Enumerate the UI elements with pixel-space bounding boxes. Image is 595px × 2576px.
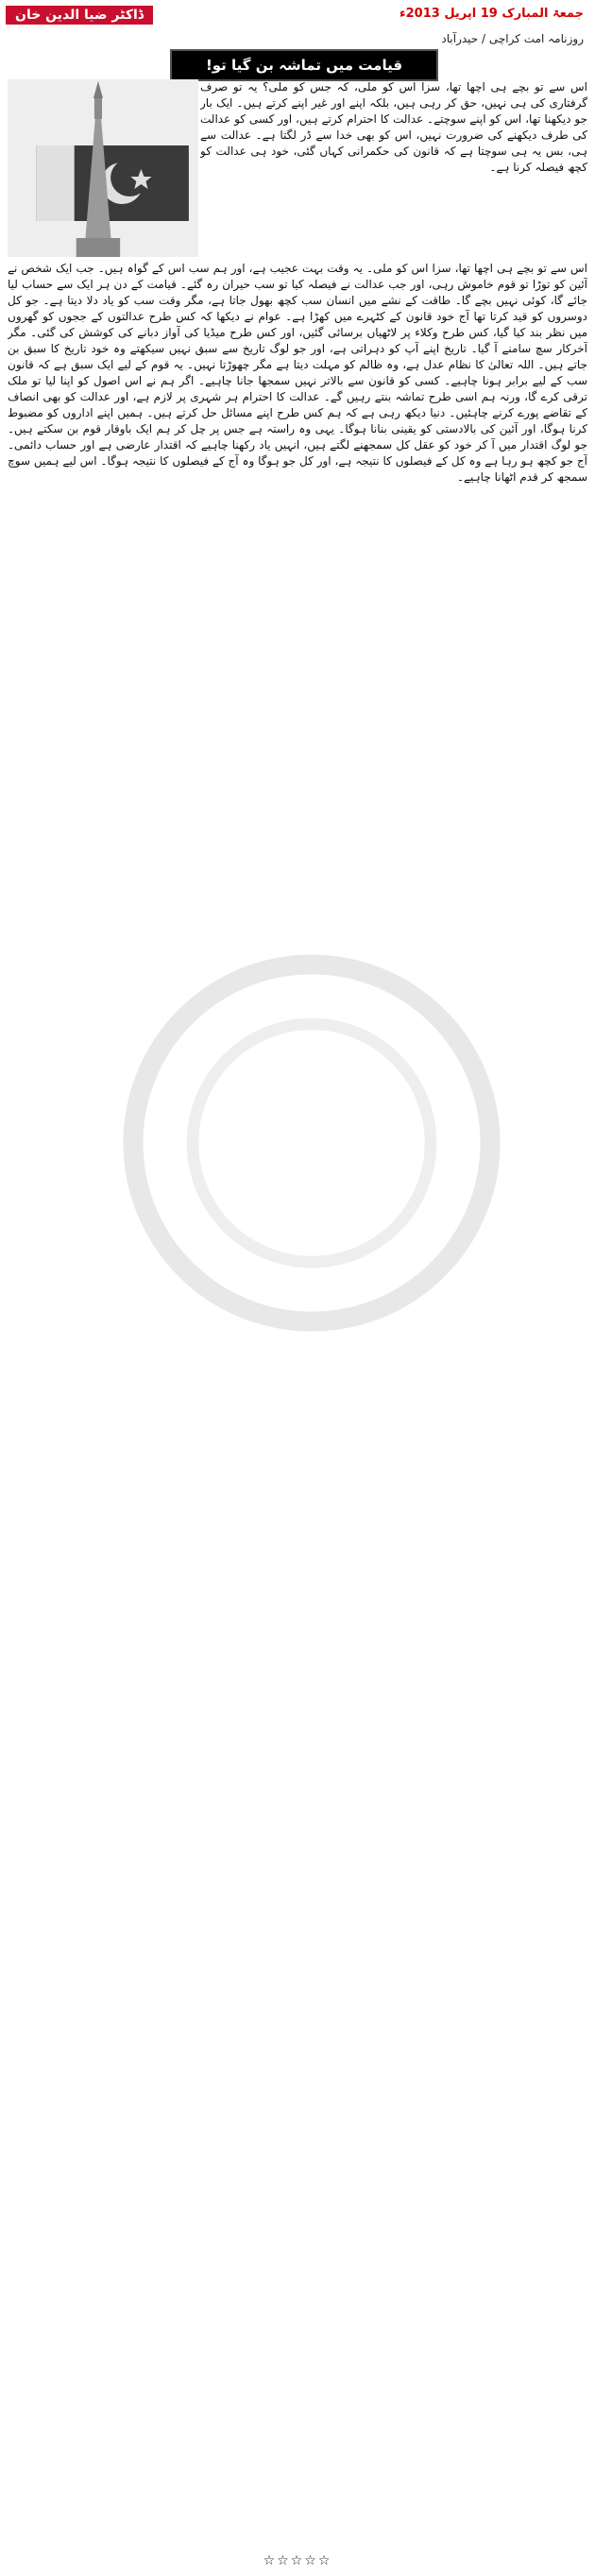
newspaper-name: روزنامہ امت کراچی / حیدرآباد xyxy=(441,32,584,45)
article-title: قیامت میں تماشہ بن گیا تو! xyxy=(170,49,438,81)
article-image xyxy=(8,79,198,257)
article-paragraph: اس سے تو بچے ہی اچھا تھا، سزا اس کو ملی۔ یہ وقت بہت عجیب ہے، اور ہم سب اس کے گواہ ہیں۔ جب ایک شخص نے آئین کو توڑا تو قوم خاموش رہی، اور جب عدالت نے فیصلہ کیا تو سب حیران رہ گئے۔ قیامت کے دن ہر ایک سے حساب لیا جائے گا، کوئی نہیں بچے گا۔ طاقت کے نشے میں انسان سب کچھ بھول جاتا ہے، مگر وقت سب کو یاد دلا دیتا ہے۔ جو کل دوسروں کو قید کرتا تھا آج خود قانون کے کٹہرے میں کھڑا ہے۔ عوام نے دیکھا کہ کس طرح عدالتوں کے ججوں کو گھروں میں نظر بند کیا گیا، کس طرح وکلاء پر لاٹھیاں برسائی گئیں، اور کس طرح میڈیا کی آواز دبانے کی کوشش کی گئی۔ مگر آخرکار سچ سامنے آ گیا۔ تاریخ اپنے آپ کو دہراتی ہے، اور جو لوگ تاریخ سے سبق نہیں سیکھتے وہ خود تاریخ کا سبق بن جاتے ہیں۔ اللہ تعالیٰ کا نظام عدل ہے، وہ ظالم کو مہلت دیتا ہے مگر چھوڑتا نہیں۔ یہ قوم کے لیے ایک سبق ہے کہ قانون سب کے لیے برابر ہونا چاہیے۔ کسی کو قانون سے بالاتر نہیں سمجھا جانا چاہیے۔ اگر ہم نے اس اصول کو اپنا لیا تو ملک ترقی کرے گا، ورنہ ہم اسی طرح تماشہ بنتے رہیں گے۔ عدالت کا احترام ہر شہری پر لازم ہے، اور عدالت کو بھی انصاف کے تقاضے پورے کرنے چاہئیں۔ دنیا دیکھ رہی ہے کہ ہم کس طرح اپنے مسائل حل کرتے ہیں۔ ہمیں اپنے اداروں کو مضبوط کرنا ہوگا، اور آئین کی بالادستی کو یقینی بنانا ہوگا۔ یہی وہ راستہ ہے جس پر چل کر ہم ایک باوقار قوم بن سکتے ہیں۔ جو لوگ اقتدار میں آ کر خود کو عقل کل سمجھنے لگتے ہیں، انہیں یاد رکھنا چاہیے کہ اقتدار عارضی ہے اور حساب دائمی۔ آج جو کچھ ہو رہا ہے وہ کل کے فیصلوں کا نتیجہ ہے، اور کل جو ہوگا وہ آج کے فیصلوں کا نتیجہ ہوگا۔ اس لیے ہمیں سوچ سمجھ کر قدم اٹھانا چاہیے۔ xyxy=(8,262,587,484)
article-header xyxy=(0,0,595,28)
article-body xyxy=(8,261,587,2543)
minar-flag-illustration xyxy=(8,79,198,257)
article-intro: اس سے تو بچے ہی اچھا تھا، سزا اس کو ملی، کہ جس کو ملی؟ یہ تو صرف گرفتاری کی ہی نہیں، حق کر رہی ہیں، بلکہ اپنے اور غیر اپنے کرتے ہیں۔ ایک بار جو دیکھنا تھا، اس کو اپنے سوچتے۔ عدالت کا احترام کرتے ہیں، اور کسی کو عدالت کی طرف دیکھنے کی ضرورت نہیں، اس کو بھی خدا سے ڈر لگتا ہے۔ عدالت سے ہی، بس یہ ہی سوچتا ہے کہ قانون کی حکمرانی کہاں گئی، خود ہی عدالت کو کچھ فیصلہ کرنا ہے۔ xyxy=(200,80,587,174)
author-name: ڈاکٹر ضیا الدین خان xyxy=(6,6,153,25)
end-stars: ☆☆☆☆☆ xyxy=(263,2553,332,2568)
publish-date: جمعۃ المبارک 19 اپریل 2013ء xyxy=(399,7,584,21)
